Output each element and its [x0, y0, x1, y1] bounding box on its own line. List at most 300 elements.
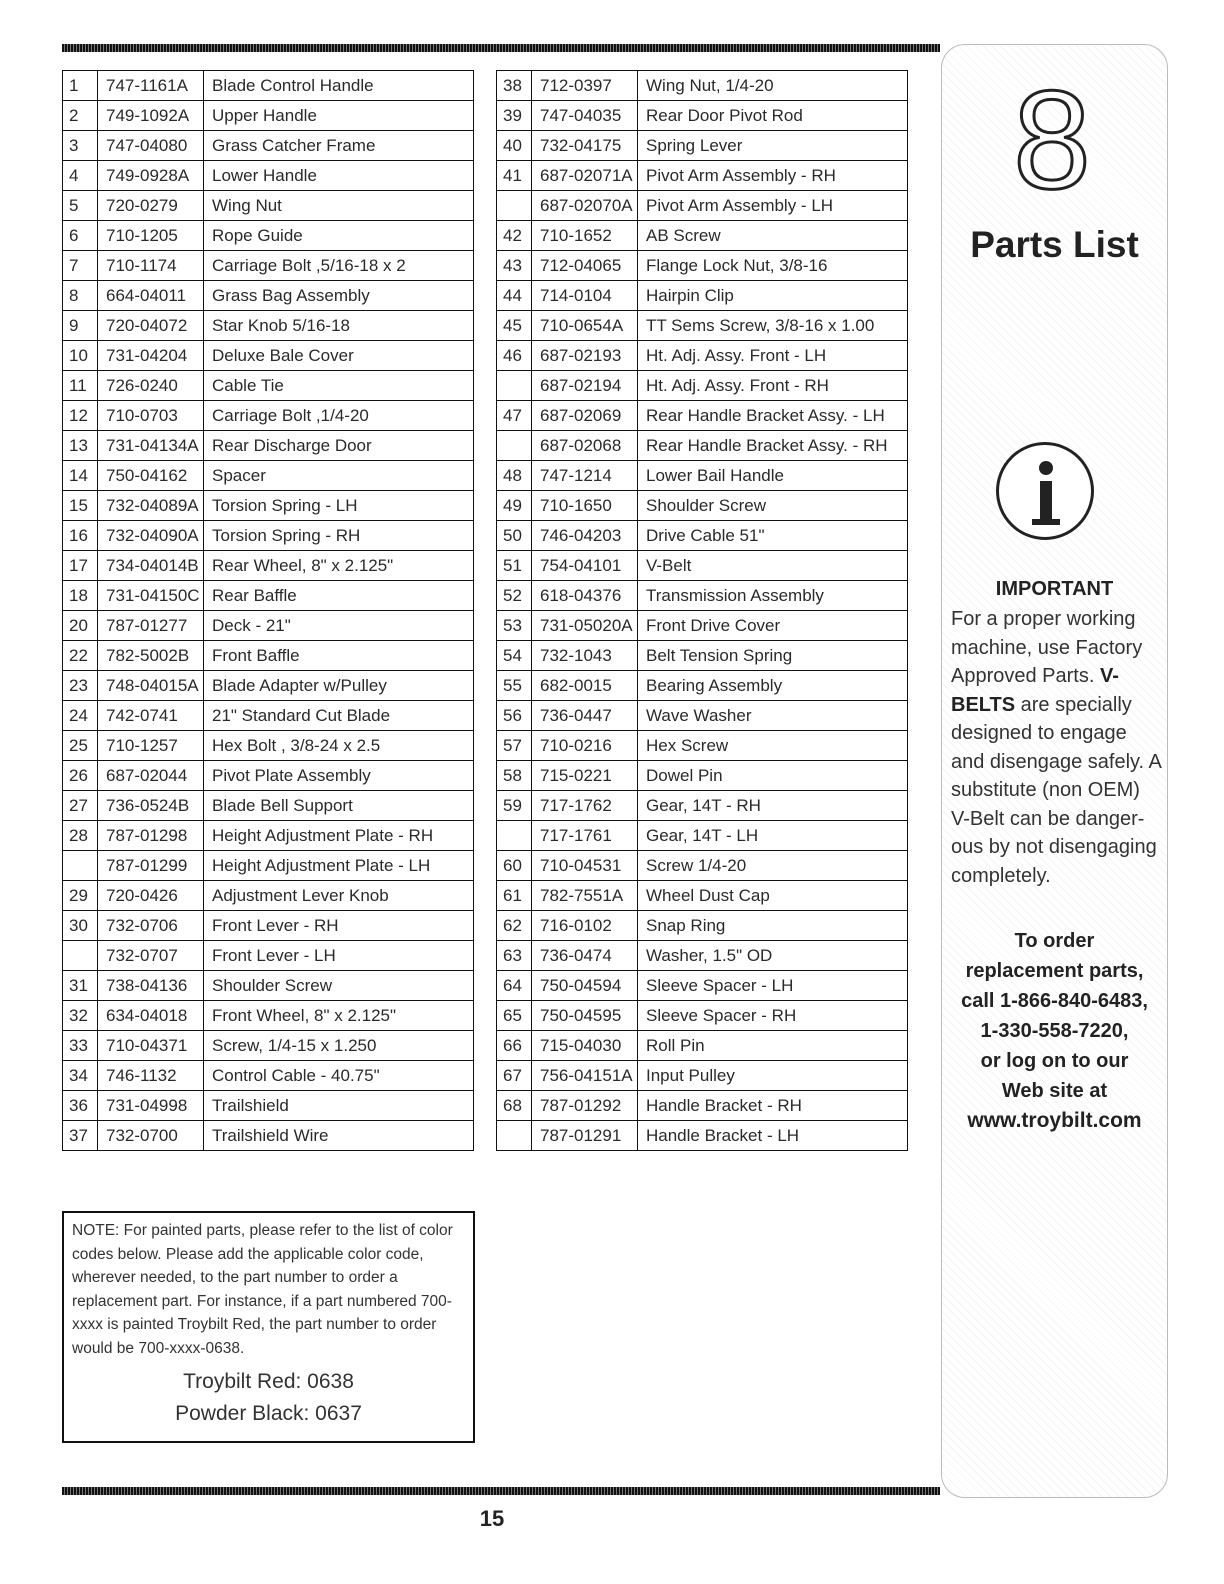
ref-number: 47	[497, 401, 532, 431]
ref-number: 59	[497, 791, 532, 821]
table-row	[497, 611, 908, 641]
part-description: Wheel Dust Cap	[638, 881, 908, 911]
part-number: 687-02044	[98, 761, 204, 791]
part-number: 738-04136	[98, 971, 204, 1001]
ref-number: 51	[497, 551, 532, 581]
ref-number: 65	[497, 1001, 532, 1031]
table-row	[63, 491, 474, 521]
table-row	[63, 131, 474, 161]
table-row	[63, 701, 474, 731]
table-row	[497, 131, 908, 161]
table-row	[497, 1031, 908, 1061]
part-number: 749-1092A	[98, 101, 204, 131]
part-description: Front Lever - LH	[204, 941, 474, 971]
part-number: 717-1761	[532, 821, 638, 851]
ref-number	[497, 431, 532, 461]
ref-number: 34	[63, 1061, 98, 1091]
part-description: Spacer	[204, 461, 474, 491]
paint-color-note	[62, 1211, 475, 1443]
part-description: Gear, 14T - LH	[638, 821, 908, 851]
parts-table-right	[496, 70, 908, 1151]
part-number: 682-0015	[532, 671, 638, 701]
part-number: 731-04204	[98, 341, 204, 371]
color-code-troybilt-red: Troybilt Red: 0638	[183, 1370, 354, 1393]
part-number: 782-7551A	[532, 881, 638, 911]
table-row	[497, 1001, 908, 1031]
part-description: Trailshield Wire	[204, 1121, 474, 1151]
table-row	[63, 1061, 474, 1091]
ref-number: 38	[497, 71, 532, 101]
ref-number: 63	[497, 941, 532, 971]
ref-number: 41	[497, 161, 532, 191]
chapter-title: Parts List	[970, 224, 1139, 265]
ref-number: 29	[63, 881, 98, 911]
part-number: 714-0104	[532, 281, 638, 311]
part-number: 746-1132	[98, 1061, 204, 1091]
order-info	[941, 926, 1168, 1136]
ref-number: 48	[497, 461, 532, 491]
part-description: Shoulder Screw	[638, 491, 908, 521]
part-description: Lower Bail Handle	[638, 461, 908, 491]
ref-number: 22	[63, 641, 98, 671]
important-text-part-1: For a proper working machine, use Factory Approved Parts.	[951, 608, 1143, 687]
ref-number: 26	[63, 761, 98, 791]
ref-number: 15	[63, 491, 98, 521]
table-row	[63, 161, 474, 191]
part-description: Ht. Adj. Assy. Front - RH	[638, 371, 908, 401]
table-row	[497, 641, 908, 671]
parts-table-left-body	[63, 71, 474, 1151]
part-number: 710-1257	[98, 731, 204, 761]
part-description: Spring Lever	[638, 131, 908, 161]
ref-number: 58	[497, 761, 532, 791]
ref-number: 11	[63, 371, 98, 401]
top-rule	[62, 44, 940, 52]
part-description: Rear Door Pivot Rod	[638, 101, 908, 131]
table-row	[63, 101, 474, 131]
ref-number: 24	[63, 701, 98, 731]
part-number: 715-04030	[532, 1031, 638, 1061]
table-row	[63, 251, 474, 281]
ref-number: 42	[497, 221, 532, 251]
part-description: Carriage Bolt ,5/16-18 x 2	[204, 251, 474, 281]
table-row	[497, 161, 908, 191]
part-number: 731-04134A	[98, 431, 204, 461]
part-description: Deluxe Bale Cover	[204, 341, 474, 371]
ref-number: 61	[497, 881, 532, 911]
part-number: 716-0102	[532, 911, 638, 941]
part-number: 750-04595	[532, 1001, 638, 1031]
table-row	[63, 521, 474, 551]
ref-number: 46	[497, 341, 532, 371]
part-description: Rear Handle Bracket Assy. - RH	[638, 431, 908, 461]
ref-number	[63, 941, 98, 971]
ref-number	[497, 371, 532, 401]
table-row	[63, 281, 474, 311]
ref-number: 4	[63, 161, 98, 191]
part-number: 787-01299	[98, 851, 204, 881]
ref-number: 25	[63, 731, 98, 761]
part-number: 732-0700	[98, 1121, 204, 1151]
ref-number	[497, 191, 532, 221]
part-description: Input Pulley	[638, 1061, 908, 1091]
ref-number: 14	[63, 461, 98, 491]
part-description: Rear Discharge Door	[204, 431, 474, 461]
part-description: Handle Bracket - RH	[638, 1091, 908, 1121]
table-row	[63, 461, 474, 491]
part-description: Adjustment Lever Knob	[204, 881, 474, 911]
v-belts-emphasis: V-BELTS	[951, 665, 1119, 716]
part-number: 750-04162	[98, 461, 204, 491]
table-row	[63, 401, 474, 431]
ref-number: 31	[63, 971, 98, 1001]
table-row	[63, 1121, 474, 1151]
part-description: TT Sems Screw, 3/8-16 x 1.00	[638, 311, 908, 341]
part-number: 618-04376	[532, 581, 638, 611]
ref-number: 10	[63, 341, 98, 371]
part-description: Lower Handle	[204, 161, 474, 191]
ref-number: 13	[63, 431, 98, 461]
part-description: Drive Cable 51"	[638, 521, 908, 551]
part-number: 787-01298	[98, 821, 204, 851]
part-number: 749-0928A	[98, 161, 204, 191]
ref-number: 7	[63, 251, 98, 281]
part-number: 754-04101	[532, 551, 638, 581]
part-description: Sleeve Spacer - LH	[638, 971, 908, 1001]
page-number: 15	[479, 1506, 505, 1531]
part-number: 732-0706	[98, 911, 204, 941]
ref-number: 52	[497, 581, 532, 611]
part-description: V-Belt	[638, 551, 908, 581]
part-number: 717-1762	[532, 791, 638, 821]
order-phone-1: call 1-866-840-6483,	[961, 990, 1148, 1012]
ref-number: 17	[63, 551, 98, 581]
part-description: Control Cable - 40.75"	[204, 1061, 474, 1091]
part-description: Roll Pin	[638, 1031, 908, 1061]
part-description: AB Screw	[638, 221, 908, 251]
part-description: Blade Bell Support	[204, 791, 474, 821]
part-number: 712-0397	[532, 71, 638, 101]
important-heading: IMPORTANT	[995, 578, 1114, 600]
part-number: 732-1043	[532, 641, 638, 671]
part-description: Rope Guide	[204, 221, 474, 251]
order-line: To order	[1014, 930, 1095, 952]
order-phone-2: 1-330-558-7220,	[980, 1020, 1129, 1042]
table-row	[497, 731, 908, 761]
ref-number: 68	[497, 1091, 532, 1121]
table-row	[497, 341, 908, 371]
table-row	[497, 851, 908, 881]
table-row	[63, 731, 474, 761]
part-number: 782-5002B	[98, 641, 204, 671]
table-row	[63, 1091, 474, 1121]
ref-number: 6	[63, 221, 98, 251]
ref-number: 28	[63, 821, 98, 851]
ref-number: 49	[497, 491, 532, 521]
ref-number: 23	[63, 671, 98, 701]
table-row	[497, 431, 908, 461]
part-description: Front Baffle	[204, 641, 474, 671]
part-description: Screw, 1/4-15 x 1.250	[204, 1031, 474, 1061]
ref-number: 40	[497, 131, 532, 161]
ref-number: 5	[63, 191, 98, 221]
info-icon	[996, 442, 1094, 540]
part-number: 748-04015A	[98, 671, 204, 701]
part-number: 736-0524B	[98, 791, 204, 821]
table-row	[497, 401, 908, 431]
table-row	[63, 821, 474, 851]
part-number: 736-0447	[532, 701, 638, 731]
table-row	[497, 311, 908, 341]
ref-number	[63, 851, 98, 881]
part-number: 732-0707	[98, 941, 204, 971]
ref-number: 57	[497, 731, 532, 761]
table-row	[63, 191, 474, 221]
ref-number: 18	[63, 581, 98, 611]
part-number: 756-04151A	[532, 1061, 638, 1091]
part-description: Wing Nut	[204, 191, 474, 221]
part-number: 710-0654A	[532, 311, 638, 341]
table-row	[63, 971, 474, 1001]
ref-number: 33	[63, 1031, 98, 1061]
website-link[interactable]: www.troybilt.com	[967, 1109, 1142, 1132]
table-row	[63, 941, 474, 971]
ref-number: 43	[497, 251, 532, 281]
part-number: 750-04594	[532, 971, 638, 1001]
table-row	[497, 281, 908, 311]
table-row	[63, 551, 474, 581]
part-number: 710-1174	[98, 251, 204, 281]
part-description: Upper Handle	[204, 101, 474, 131]
part-description: Blade Adapter w/Pulley	[204, 671, 474, 701]
part-description: Transmission Assembly	[638, 581, 908, 611]
part-description: Grass Catcher Frame	[204, 131, 474, 161]
part-number: 747-1214	[532, 461, 638, 491]
table-row	[497, 881, 908, 911]
ref-number	[497, 821, 532, 851]
part-description: Wing Nut, 1/4-20	[638, 71, 908, 101]
table-row	[497, 521, 908, 551]
table-row	[497, 371, 908, 401]
part-description: Grass Bag Assembly	[204, 281, 474, 311]
part-number: 736-0474	[532, 941, 638, 971]
table-row	[497, 1091, 908, 1121]
ref-number: 44	[497, 281, 532, 311]
note-text: NOTE: For painted parts, please refer to the list of color codes below. Please add the applicable color code, wherever needed, to the part number to order a replacement part. For instance, if a part numbered 700-xxxx is painted Troybilt Red, the part number to order would be 700-xxxx-0638.	[72, 1222, 453, 1357]
part-number: 710-04371	[98, 1031, 204, 1061]
part-description: Rear Wheel, 8" x 2.125"	[204, 551, 474, 581]
part-description: Sleeve Spacer - RH	[638, 1001, 908, 1031]
part-number: 732-04175	[532, 131, 638, 161]
ref-number: 62	[497, 911, 532, 941]
ref-number: 67	[497, 1061, 532, 1091]
ref-number: 64	[497, 971, 532, 1001]
ref-number: 2	[63, 101, 98, 131]
part-number: 710-04531	[532, 851, 638, 881]
table-row	[497, 551, 908, 581]
part-description: Pivot Arm Assembly - RH	[638, 161, 908, 191]
part-number: 787-01277	[98, 611, 204, 641]
ref-number: 56	[497, 701, 532, 731]
part-description: Screw 1/4-20	[638, 851, 908, 881]
table-row	[63, 311, 474, 341]
table-row	[63, 911, 474, 941]
part-number: 731-05020A	[532, 611, 638, 641]
part-description: 21" Standard Cut Blade	[204, 701, 474, 731]
part-number: 710-0216	[532, 731, 638, 761]
table-row	[63, 431, 474, 461]
part-description: Ht. Adj. Assy. Front - LH	[638, 341, 908, 371]
part-number: 726-0240	[98, 371, 204, 401]
part-number: 634-04018	[98, 1001, 204, 1031]
ref-number: 55	[497, 671, 532, 701]
part-description: Trailshield	[204, 1091, 474, 1121]
order-line: Web site at	[1001, 1080, 1108, 1102]
part-number: 731-04150C	[98, 581, 204, 611]
table-row	[63, 761, 474, 791]
table-row	[497, 1061, 908, 1091]
table-row	[497, 701, 908, 731]
parts-table-left	[62, 70, 474, 1151]
ref-number: 50	[497, 521, 532, 551]
table-row	[497, 101, 908, 131]
order-line: or log on to our	[980, 1050, 1129, 1072]
part-number: 742-0741	[98, 701, 204, 731]
table-row	[63, 1001, 474, 1031]
part-number: 710-1650	[532, 491, 638, 521]
part-number: 687-02193	[532, 341, 638, 371]
part-description: Wave Washer	[638, 701, 908, 731]
part-number: 747-04035	[532, 101, 638, 131]
ref-number: 1	[63, 71, 98, 101]
table-row	[63, 1031, 474, 1061]
ref-number: 8	[63, 281, 98, 311]
part-description: Hairpin Clip	[638, 281, 908, 311]
table-row	[63, 611, 474, 641]
ref-number: 54	[497, 641, 532, 671]
table-row	[63, 851, 474, 881]
part-number: 710-0703	[98, 401, 204, 431]
table-row	[63, 881, 474, 911]
part-description: Dowel Pin	[638, 761, 908, 791]
part-description: Pivot Plate Assembly	[204, 761, 474, 791]
table-row	[497, 581, 908, 611]
part-number: 787-01292	[532, 1091, 638, 1121]
part-description: Deck - 21"	[204, 611, 474, 641]
part-number: 746-04203	[532, 521, 638, 551]
important-text	[951, 605, 1161, 890]
part-number: 664-04011	[98, 281, 204, 311]
part-number: 710-1205	[98, 221, 204, 251]
table-row	[63, 221, 474, 251]
table-row	[497, 221, 908, 251]
part-number: 732-04090A	[98, 521, 204, 551]
part-number: 732-04089A	[98, 491, 204, 521]
table-row	[63, 71, 474, 101]
part-description: Torsion Spring - LH	[204, 491, 474, 521]
part-number: 720-04072	[98, 311, 204, 341]
part-number: 787-01291	[532, 1121, 638, 1151]
table-row	[63, 581, 474, 611]
part-description: Handle Bracket - LH	[638, 1121, 908, 1151]
ref-number: 32	[63, 1001, 98, 1031]
part-description: Bearing Assembly	[638, 671, 908, 701]
table-row	[497, 491, 908, 521]
part-number: 710-1652	[532, 221, 638, 251]
part-description: Torsion Spring - RH	[204, 521, 474, 551]
table-row	[63, 371, 474, 401]
ref-number: 3	[63, 131, 98, 161]
table-row	[497, 671, 908, 701]
bottom-rule	[62, 1487, 940, 1495]
part-number: 687-02069	[532, 401, 638, 431]
part-description: Gear, 14T - RH	[638, 791, 908, 821]
table-row	[497, 941, 908, 971]
part-description: Star Knob 5/16-18	[204, 311, 474, 341]
color-code-powder-black: Powder Black: 0637	[175, 1402, 362, 1425]
ref-number: 37	[63, 1121, 98, 1151]
part-number: 687-02194	[532, 371, 638, 401]
part-description: Blade Control Handle	[204, 71, 474, 101]
part-description: Front Lever - RH	[204, 911, 474, 941]
part-description: Washer, 1.5" OD	[638, 941, 908, 971]
table-row	[63, 641, 474, 671]
part-description: Shoulder Screw	[204, 971, 474, 1001]
part-number: 747-1161A	[98, 71, 204, 101]
table-row	[63, 791, 474, 821]
ref-number: 9	[63, 311, 98, 341]
table-row	[497, 821, 908, 851]
table-row	[497, 761, 908, 791]
part-description: Height Adjustment Plate - RH	[204, 821, 474, 851]
table-row	[497, 191, 908, 221]
part-number: 687-02071A	[532, 161, 638, 191]
table-row	[497, 911, 908, 941]
part-description: Pivot Arm Assembly - LH	[638, 191, 908, 221]
order-line: replacement parts,	[965, 960, 1144, 982]
part-description: Height Adjustment Plate - LH	[204, 851, 474, 881]
part-number: 687-02070A	[532, 191, 638, 221]
table-row	[497, 791, 908, 821]
table-row	[63, 671, 474, 701]
table-row	[63, 341, 474, 371]
table-row	[497, 461, 908, 491]
part-description: Hex Screw	[638, 731, 908, 761]
part-number: 715-0221	[532, 761, 638, 791]
table-row	[497, 251, 908, 281]
part-description: Carriage Bolt ,1/4-20	[204, 401, 474, 431]
important-text-part-2: are specially designed to engage and disengage safely. A substitute (non OEM) V-Belt can be danger-ous by not disengaging completely.	[951, 693, 1161, 887]
table-row	[497, 71, 908, 101]
table-row	[497, 971, 908, 1001]
part-number: 734-04014B	[98, 551, 204, 581]
part-number: 731-04998	[98, 1091, 204, 1121]
ref-number: 30	[63, 911, 98, 941]
ref-number	[497, 1121, 532, 1151]
ref-number: 20	[63, 611, 98, 641]
part-description: Cable Tie	[204, 371, 474, 401]
part-description: Flange Lock Nut, 3/8-16	[638, 251, 908, 281]
part-number: 712-04065	[532, 251, 638, 281]
part-description: Front Drive Cover	[638, 611, 908, 641]
ref-number: 16	[63, 521, 98, 551]
part-number: 687-02068	[532, 431, 638, 461]
part-number: 747-04080	[98, 131, 204, 161]
chapter-number: 8	[1013, 61, 1091, 218]
part-number: 720-0279	[98, 191, 204, 221]
parts-table-right-body	[497, 71, 908, 1151]
ref-number: 12	[63, 401, 98, 431]
